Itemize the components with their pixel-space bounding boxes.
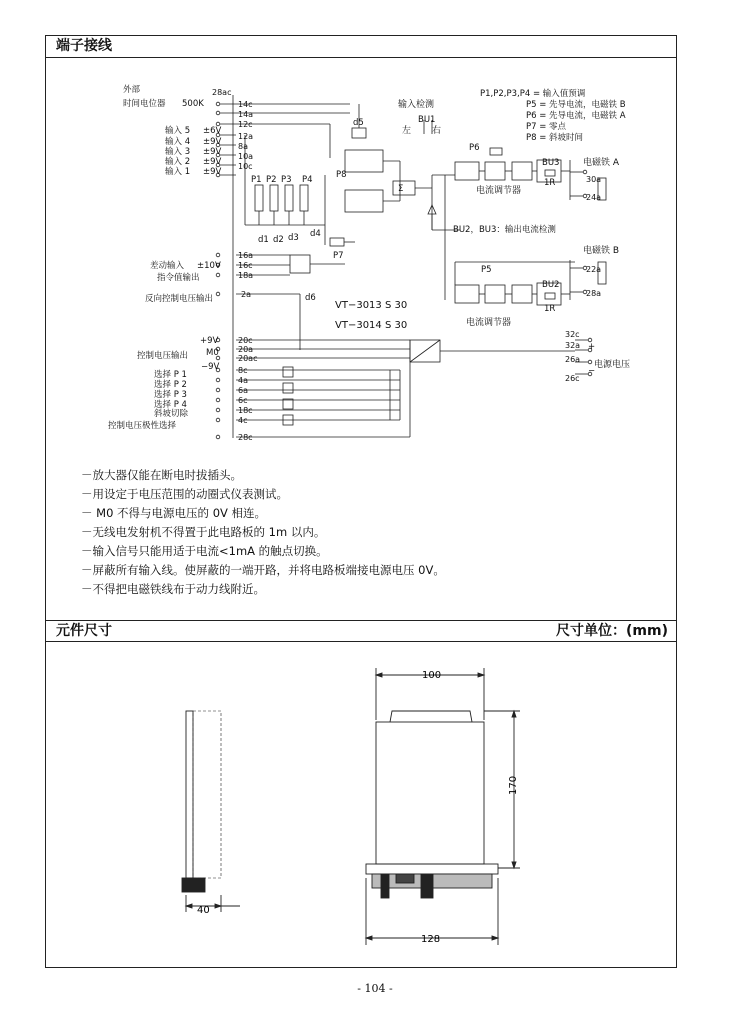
comp-sigma: Σ — [398, 184, 404, 194]
terminal-28ac: 28ac — [212, 88, 232, 97]
terminal-18c: 18c — [238, 406, 253, 415]
comp-d3: d3 — [288, 233, 299, 243]
note-item: －屏蔽所有输入线。使屏蔽的一端开路，并将电路板端接电源电压 0V。 — [81, 563, 445, 577]
comp-left: 左 — [402, 126, 412, 136]
terminal-6c: 6c — [238, 396, 248, 405]
comp-solenoid-a: 电磁铁 A — [583, 158, 620, 168]
comp-r1: 1R — [544, 178, 556, 188]
terminal-28c-left: 28c — [238, 433, 253, 442]
comp-d2: d2 — [273, 235, 284, 245]
comp-p1: P1 — [251, 175, 262, 185]
label-rev-ctrl: 反向控制电压输出 — [145, 294, 214, 304]
note-item: － M0 不得与电源电压的 0V 相连。 — [81, 506, 267, 520]
terminal-10c: 10c — [238, 162, 253, 171]
comp-p8: P8 — [336, 170, 347, 180]
comp-bu-note: BU2，BU3：输出电流检测 — [453, 225, 556, 235]
comp-p6: P6 — [469, 143, 480, 153]
terminal-16c: 16c — [238, 261, 253, 270]
comp-bu1: BU1 — [418, 115, 436, 125]
terminal-28a: 28a — [586, 289, 602, 298]
terminal-26c: 26c — [565, 374, 580, 383]
terminal-32a: 32a — [565, 341, 581, 350]
comp-cur-reg2: 电流调节器 — [466, 318, 512, 328]
note-item: －无线电发射机不得置于此电路板的 1m 以内。 — [81, 525, 326, 539]
label-v-in4: ±9V — [203, 137, 222, 147]
label-ctrl-out: 控制电压输出 — [137, 351, 189, 361]
terminal-22a: 22a — [586, 265, 602, 274]
dim-side-width: 40 — [197, 905, 210, 916]
terminal-8c: 8c — [238, 366, 248, 375]
label-timer-pot: 时间电位器 — [123, 99, 166, 109]
label-minus9: −9V — [201, 362, 220, 372]
comp-minus: − — [588, 366, 596, 376]
section-title-dimensions: 元件尺寸 — [56, 623, 112, 639]
label-v-in5: ±6V — [203, 126, 222, 136]
terminal-26a: 26a — [565, 355, 581, 364]
terminal-20c: 20c — [238, 336, 253, 345]
label-ext: 外部 — [123, 85, 141, 95]
label-v-in3: ±9V — [203, 147, 222, 157]
label-in5: 输入 5 — [165, 126, 191, 136]
label-plus9: +9V — [200, 336, 219, 346]
comp-cur-reg1: 电流调节器 — [476, 186, 522, 196]
section-header-dimensions — [46, 620, 676, 642]
legend-item: P5 = 先导电流，电磁铁 B — [526, 100, 626, 110]
terminal-4a: 4a — [238, 376, 248, 385]
comp-p3: P3 — [281, 175, 292, 185]
dim-top-width: 100 — [422, 670, 442, 681]
label-sel-p1: 选择 P 1 — [154, 370, 187, 380]
comp-d4: d4 — [310, 229, 321, 239]
note-item: －用设定于电压范围的动圈式仪表测试。 — [81, 487, 288, 501]
comp-input-detect: 输入检测 — [398, 100, 435, 110]
label-pot-value: 500K — [182, 99, 204, 109]
terminal-2a: 2a — [241, 290, 251, 299]
comp-model2: VT−3014 S 30 — [335, 320, 408, 331]
label-diff-input: 差动输入 — [150, 261, 185, 271]
label-cmd-output: 指令值输出 — [157, 273, 200, 283]
comp-plus: + — [588, 342, 596, 352]
comp-d1: d1 — [258, 235, 269, 245]
label-polarity: 控制电压极性选择 — [108, 421, 177, 431]
terminal-12c: 12c — [238, 120, 253, 129]
legend-item: P6 = 先导电流，电磁铁 A — [526, 111, 626, 121]
terminal-30a: 30a — [586, 175, 602, 184]
terminal-32c: 32c — [565, 330, 580, 339]
terminal-14a: 14a — [238, 110, 254, 119]
label-in4: 输入 4 — [165, 137, 191, 147]
note-item: －放大器仅能在断电时拔插头。 — [81, 468, 242, 482]
terminal-18a: 18a — [238, 271, 254, 280]
label-ramp-off: 斜坡切除 — [154, 409, 189, 419]
terminal-8a: 8a — [238, 142, 248, 151]
note-item: －不得把电磁铁线布于动力线附近。 — [81, 582, 265, 596]
label-sel-p4: 选择 P 4 — [154, 400, 187, 410]
page-number: - 104 - — [357, 982, 393, 995]
comp-bu2: BU2 — [542, 280, 560, 290]
terminal-20a: 20a — [238, 345, 254, 354]
label-diff-v: ±10V — [197, 261, 221, 271]
dimension-drawing — [0, 640, 750, 960]
unit-label: 尺寸单位：(mm) — [556, 623, 668, 639]
section-title-wiring: 端子接线 — [56, 38, 112, 54]
label-sel-p2: 选择 P 2 — [154, 380, 187, 390]
legend-item: P8 = 斜坡时间 — [526, 133, 584, 143]
terminal-10a: 10a — [238, 152, 254, 161]
comp-p7: P7 — [333, 251, 344, 261]
terminal-4c: 4c — [238, 416, 248, 425]
comp-model1: VT−3013 S 30 — [335, 300, 408, 311]
legend-item: P7 = 零点 — [526, 122, 567, 132]
label-v-in2: ±9V — [203, 157, 222, 167]
terminal-16a: 16a — [238, 251, 254, 260]
comp-p2: P2 — [266, 175, 277, 185]
terminal-6a: 6a — [238, 386, 248, 395]
note-item: －输入信号只能用适于电流<1mA 的触点切换。 — [81, 544, 328, 558]
label-in3: 输入 3 — [165, 147, 191, 157]
comp-d6: d6 — [305, 293, 316, 303]
comp-d5: d5 — [353, 118, 364, 128]
comp-r2: 1R — [544, 304, 556, 314]
label-m0: M0 — [206, 348, 219, 358]
comp-p4: P4 — [302, 175, 313, 185]
comp-solenoid-b: 电磁铁 B — [583, 246, 620, 256]
terminal-14c: 14c — [238, 100, 253, 109]
terminal-20ac: 20ac — [238, 354, 258, 363]
terminal-24a: 24a — [586, 193, 602, 202]
comp-power: 电源电压 — [594, 360, 631, 370]
legend-item: P1,P2,P3,P4 = 输入值预调 — [480, 89, 586, 99]
dim-base-width: 128 — [421, 934, 441, 945]
label-sel-p3: 选择 P 3 — [154, 390, 187, 400]
comp-right: 右 — [432, 126, 442, 136]
label-v-in1: ±9V — [203, 167, 222, 177]
comp-p5: P5 — [481, 265, 492, 275]
terminal-12a: 12a — [238, 132, 254, 141]
label-in2: 输入 2 — [165, 157, 191, 167]
comp-bu3: BU3 — [542, 158, 560, 168]
dim-height: 170 — [508, 775, 519, 795]
label-in1: 输入 1 — [165, 167, 191, 177]
